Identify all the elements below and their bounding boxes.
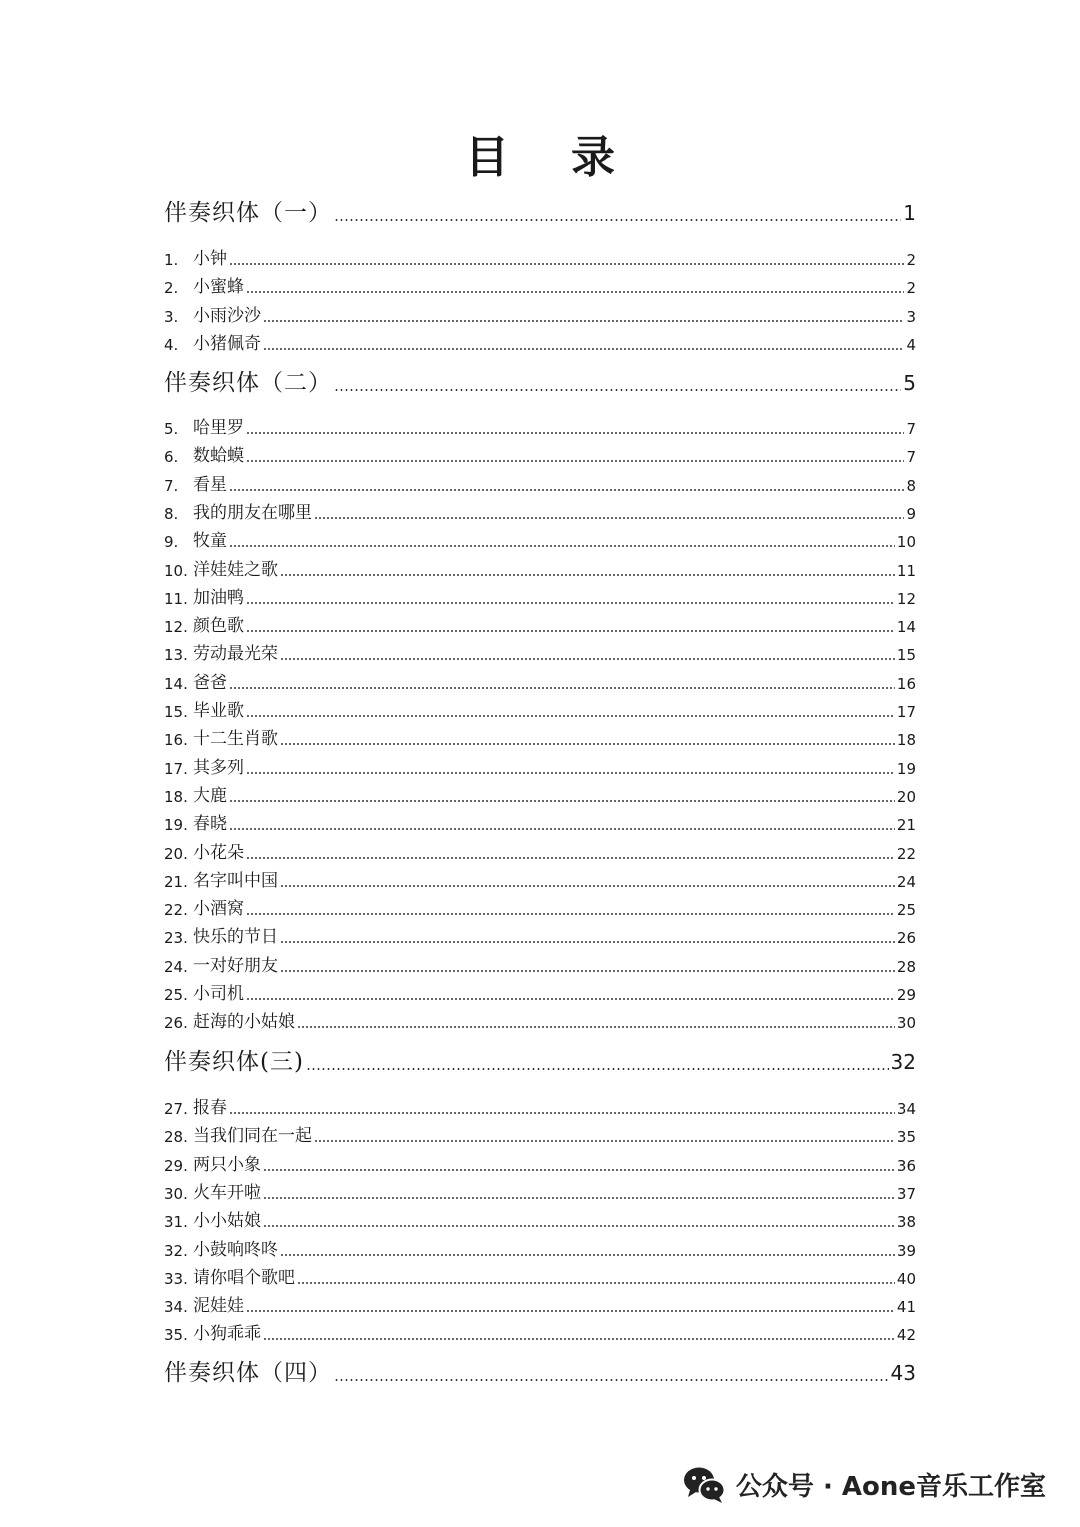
dot-leader [229, 545, 895, 547]
entry-number: 35. [164, 1326, 188, 1345]
dot-leader [263, 348, 904, 350]
entry-page-number: 4 [906, 335, 916, 354]
dot-leader [334, 1379, 889, 1381]
entry-number: 33. [164, 1269, 188, 1288]
section-page-number: 32 [890, 1050, 916, 1074]
toc-entry[interactable] [164, 615, 916, 637]
dot-leader [246, 772, 895, 774]
title-char-2: 录 [571, 132, 615, 183]
entry-page-number: 18 [896, 731, 916, 750]
toc-entry[interactable] [164, 305, 916, 327]
entry-title: 小花朵 [193, 842, 244, 863]
toc-entry[interactable] [164, 643, 916, 665]
entry-number: 13. [164, 646, 188, 665]
dot-leader [280, 941, 895, 943]
entry-title: 请你唱个歌吧 [193, 1267, 295, 1288]
toc-entry[interactable] [164, 1295, 916, 1317]
toc-entry[interactable] [164, 926, 916, 948]
entry-number: 4. [164, 335, 179, 354]
entry-page-number: 22 [896, 844, 916, 863]
dot-leader [246, 1310, 895, 1312]
entry-title: 其多列 [193, 757, 244, 778]
entry-title: 洋娃娃之歌 [193, 559, 278, 580]
toc-entry[interactable] [164, 983, 916, 1005]
entry-page-number: 42 [896, 1326, 916, 1345]
toc-entry[interactable] [164, 955, 916, 977]
entry-number: 30. [164, 1184, 188, 1203]
dot-leader [246, 857, 895, 859]
dot-leader [297, 1026, 895, 1028]
dot-leader [306, 1068, 889, 1070]
entry-page-number: 14 [896, 618, 916, 637]
entry-number: 2. [164, 279, 179, 298]
toc-entry[interactable] [164, 276, 916, 298]
entry-title: 小蜜蜂 [193, 277, 244, 298]
toc-entry[interactable] [164, 870, 916, 892]
dot-leader [246, 913, 895, 915]
entry-number: 17. [164, 759, 188, 778]
entry-page-number: 17 [896, 703, 916, 721]
entry-title: 看星 [193, 474, 227, 495]
entry-title: 毕业歌 [193, 701, 244, 721]
entry-number: 29. [164, 1156, 188, 1175]
entry-number: 5. [164, 420, 179, 438]
section-title: 伴奏织体（一） [164, 200, 332, 226]
wechat-icon [682, 1464, 726, 1504]
entry-number: 9. [164, 533, 179, 552]
dot-leader [280, 970, 895, 972]
toc-entry[interactable] [164, 1239, 916, 1261]
section-title: 伴奏织体(三) [164, 1049, 304, 1075]
entry-number: 31. [164, 1213, 188, 1232]
entry-page-number: 21 [896, 816, 916, 835]
entry-number: 3. [164, 307, 179, 326]
entry-number: 25. [164, 986, 188, 1004]
entry-title: 快乐的节日 [193, 927, 278, 948]
entry-title: 小狗乖乖 [193, 1324, 261, 1345]
entry-title: 两只小象 [193, 1154, 261, 1175]
dot-leader [263, 1197, 895, 1199]
entry-page-number: 26 [896, 929, 916, 948]
entry-title: 小猪佩奇 [193, 333, 261, 354]
entry-page-number: 7 [906, 448, 916, 467]
dot-leader [280, 743, 895, 745]
dot-leader [297, 1282, 895, 1284]
toc-section-heading[interactable] [164, 1358, 916, 1388]
toc-entry[interactable] [164, 728, 916, 750]
entry-page-number: 34 [896, 1100, 916, 1118]
entry-number: 21. [164, 872, 188, 891]
section-page-number: 1 [903, 201, 916, 225]
dot-leader [229, 263, 904, 265]
dot-leader [229, 489, 904, 491]
entry-number: 8. [164, 504, 179, 523]
section-page-number: 5 [903, 371, 916, 395]
entry-title: 牧童 [193, 531, 227, 552]
dot-leader [280, 574, 895, 576]
entry-number: 32. [164, 1241, 188, 1260]
entry-number: 23. [164, 929, 188, 948]
entry-number: 16. [164, 731, 188, 750]
entry-page-number: 2 [906, 279, 916, 298]
entry-page-number: 11 [896, 561, 916, 580]
toc-entry[interactable] [164, 1267, 916, 1289]
entry-page-number: 25 [896, 901, 916, 920]
toc-entry[interactable] [164, 672, 916, 694]
entry-number: 18. [164, 787, 188, 806]
entry-title: 泥娃娃 [193, 1296, 244, 1317]
entry-page-number: 2 [906, 251, 916, 269]
entry-title: 一对好朋友 [193, 955, 278, 976]
entry-page-number: 7 [906, 420, 916, 438]
toc-entry[interactable] [164, 530, 916, 552]
dot-leader [263, 1169, 895, 1171]
entry-title: 我的朋友在哪里 [193, 502, 312, 523]
entry-title: 爸爸 [193, 672, 227, 693]
entry-page-number: 20 [896, 787, 916, 806]
dot-leader [246, 432, 904, 434]
entry-title: 小鼓响咚咚 [193, 1239, 278, 1260]
toc-entry[interactable] [164, 1210, 916, 1232]
toc-entry[interactable] [164, 1154, 916, 1176]
toc-entry[interactable] [164, 1097, 916, 1119]
entry-page-number: 8 [906, 476, 916, 495]
toc-entry[interactable] [164, 559, 916, 581]
toc-entry[interactable] [164, 842, 916, 864]
toc-entry[interactable] [164, 757, 916, 779]
entry-page-number: 39 [896, 1241, 916, 1260]
entry-page-number: 10 [896, 533, 916, 552]
entry-title: 哈里罗 [193, 418, 244, 438]
entry-page-number: 41 [896, 1298, 916, 1317]
entry-page-number: 24 [896, 872, 916, 891]
entry-number: 28. [164, 1128, 188, 1147]
entry-number: 34. [164, 1298, 188, 1317]
entry-title: 颜色歌 [193, 616, 244, 637]
entry-page-number: 9 [906, 504, 916, 523]
entry-number: 27. [164, 1100, 188, 1118]
entry-title: 小酒窝 [193, 899, 244, 920]
entry-page-number: 3 [906, 307, 916, 326]
toc-entry[interactable] [164, 587, 916, 609]
section-page-number: 43 [890, 1361, 916, 1385]
toc-entry[interactable] [164, 474, 916, 496]
entry-page-number: 36 [896, 1156, 916, 1175]
entry-page-number: 35 [896, 1128, 916, 1147]
dot-leader [229, 800, 895, 802]
dot-leader [229, 687, 895, 689]
toc-entry[interactable] [164, 333, 916, 355]
entry-page-number: 19 [896, 759, 916, 778]
entry-title: 名字叫中国 [193, 870, 278, 891]
entry-title: 小小姑娘 [193, 1211, 261, 1232]
entry-title: 大鹿 [193, 785, 227, 806]
dot-leader [280, 658, 895, 660]
entry-number: 26. [164, 1014, 188, 1033]
entry-title: 春晓 [193, 814, 227, 835]
entry-number: 7. [164, 476, 179, 495]
toc-section-heading[interactable] [164, 198, 916, 228]
dot-leader [314, 1140, 895, 1142]
entry-title: 数蛤蟆 [193, 446, 244, 467]
entry-title: 赶海的小姑娘 [193, 1012, 295, 1033]
entry-number: 1. [164, 251, 179, 269]
dot-leader [334, 219, 901, 221]
entry-number: 14. [164, 674, 188, 693]
dot-leader [246, 998, 895, 1000]
toc-section-heading[interactable] [164, 368, 916, 398]
toc-entry[interactable] [164, 898, 916, 920]
entry-number: 15. [164, 703, 188, 721]
entry-number: 20. [164, 844, 188, 863]
entry-title: 小雨沙沙 [193, 305, 261, 326]
entry-page-number: 16 [896, 674, 916, 693]
entry-title: 当我们同在一起 [193, 1126, 312, 1147]
dot-leader [246, 460, 904, 462]
entry-number: 19. [164, 816, 188, 835]
entry-number: 24. [164, 957, 188, 976]
entry-title: 十二生肖歌 [193, 729, 278, 750]
toc-entry[interactable] [164, 1125, 916, 1147]
dot-leader [246, 602, 895, 604]
toc-entry[interactable] [164, 1011, 916, 1033]
toc-entry[interactable] [164, 785, 916, 807]
toc-entry[interactable] [164, 700, 916, 722]
dot-leader [229, 1112, 895, 1114]
toc-entry[interactable] [164, 813, 916, 835]
dot-leader [229, 828, 895, 830]
toc-entry[interactable] [164, 417, 916, 439]
page-title [0, 128, 1080, 188]
entry-page-number: 40 [896, 1269, 916, 1288]
entry-title: 报春 [193, 1098, 227, 1118]
section-title: 伴奏织体（二） [164, 370, 332, 396]
toc-entry[interactable] [164, 1182, 916, 1204]
dot-leader [263, 320, 904, 322]
dot-leader [246, 715, 895, 717]
dot-leader [334, 389, 901, 391]
entry-title: 加油鸭 [193, 587, 244, 608]
toc-section-heading[interactable] [164, 1047, 916, 1077]
entry-page-number: 28 [896, 957, 916, 976]
toc-entry[interactable] [164, 445, 916, 467]
entry-page-number: 37 [896, 1184, 916, 1203]
dot-leader [246, 291, 904, 293]
dot-leader [280, 885, 895, 887]
section-title: 伴奏织体（四） [164, 1360, 332, 1386]
entry-page-number: 38 [896, 1213, 916, 1232]
footer-text: 公众号 · Aone音乐工作室 [735, 1471, 1046, 1502]
entry-title: 火车开啦 [193, 1182, 261, 1203]
title-char-1: 目 [465, 132, 509, 183]
entry-page-number: 15 [896, 646, 916, 665]
toc-entry[interactable] [164, 1323, 916, 1345]
entry-page-number: 12 [896, 589, 916, 608]
entry-number: 22. [164, 901, 188, 920]
dot-leader [314, 517, 904, 519]
entry-title: 小司机 [193, 984, 244, 1004]
dot-leader [280, 1254, 895, 1256]
watermark-footer [682, 1462, 1046, 1506]
dot-leader [263, 1338, 895, 1340]
toc-entry[interactable] [164, 248, 916, 270]
entry-page-number: 30 [896, 1014, 916, 1033]
toc-entry[interactable] [164, 502, 916, 524]
entry-number: 6. [164, 448, 179, 467]
entry-title: 小钟 [193, 249, 227, 269]
entry-number: 12. [164, 618, 188, 637]
entry-title: 劳动最光荣 [193, 644, 278, 665]
entry-page-number: 29 [896, 986, 916, 1004]
entry-number: 10. [164, 561, 188, 580]
dot-leader [246, 630, 895, 632]
dot-leader [263, 1225, 895, 1227]
entry-number: 11. [164, 589, 188, 608]
